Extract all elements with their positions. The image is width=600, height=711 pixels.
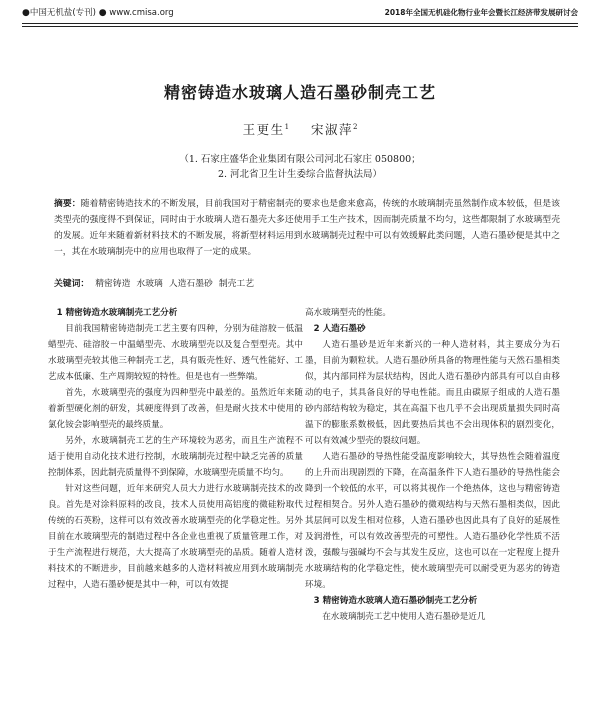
left-column: [48, 305, 303, 593]
body-paragraph: 在水玻璃制壳工艺中使用人造石墨砂是近几: [322, 612, 486, 622]
journal-website: www.cmisa.org: [109, 8, 174, 18]
journal-name: 中国无机盐(专刊): [29, 8, 96, 18]
bullet-icon: ●: [22, 8, 30, 18]
right-column: [305, 305, 560, 625]
header-rule-thick: [22, 23, 578, 24]
abstract-label: 摘要：: [54, 199, 81, 209]
body-paragraph: 首先，水玻璃型壳的强度为四种型壳中最差的。虽然近年来随着新型硬化剂的研发，其硬度得到了改善，但是耐火技术中使用的氯化铵会影响型壳的最终质量。: [48, 388, 303, 430]
conference-name: 2018年全国无机硅化物行业年会暨长江经济带发展研讨会: [384, 8, 578, 17]
author-name: 宋淑萍: [310, 122, 353, 137]
body-paragraph: 人造石墨砂的导热性能受温度影响较大，其导热性会随着温度的上升而出现剧烈的下降，在高温条件下人造石墨砂的导热性能会降到一个较低的水平，可以将其视作一个绝热体，这也与精密铸造过程相契合。另外人造石墨砂的微观结构与天然石墨相类似，因此其层间可以发生相对位移，人造石墨砂也因此具有了良好的延展性及润滑性，可以有效改善型壳的可塑性。人造石墨砂化学性质不活泼，强酸与强碱均不会与其发生反应，这也可以在一定程度上提升水玻璃结构的化学稳定性，使水玻璃型壳可以耐受更为恶劣的铸造环境。: [305, 452, 560, 590]
journal-info: [22, 6, 174, 20]
affiliation-2: 2. 河北省卫生计生委综合监督执法局）: [217, 169, 383, 180]
section-heading: 1 精密铸造水玻璃制壳工艺分析: [56, 308, 178, 318]
body-paragraph: 针对这些问题，近年来研究人员大力进行水玻璃制壳技术的改良。首先是对涂料原料的改良，技术人员使用高铝度的微硅粉取代传统的石英粉，这样可以有效改善水玻璃型壳的化学稳定性。另外目前在水玻璃型壳的制造过程中各企业也重视了质量管理工作，对于生产流程进行规范，大大提高了水玻璃型壳的品质。随着人造材料技术的不断进步，目前越来越多的人造材料被应用到水玻璃制壳过程中，人造石墨砂便是其中一种，可以有效提: [48, 484, 303, 590]
abstract-text: 随着精密铸造技术的不断发展，目前我国对于精密制壳的要求也是愈来愈高，传统的水玻璃制壳虽然制作成本较低，但是该类型壳的强度得不到保证，同时由于水玻璃人造石墨壳大多还使用手工生产技术，因而制壳质量不均匀，这些都限制了水玻璃型壳的发展。近年来随着新材料技术的不断发展，将新型材料运用到水玻璃制壳过程中可以有效缓解此类问题，人造石墨砂便是其中之一，其在水玻璃制壳中的应用也取得了一定的成果。: [54, 199, 560, 257]
body-paragraph: 人造石墨砂是近年来新兴的一种人造材料，其主要成分为石墨，目前为颗粒状。人造石墨砂所具备的物理性能与天然石墨相类似，其内部同样为层状结构，因此人造石墨砂内部具有可以自由移动的电子，其具备良好的导电性能。而且由碳原子组成的人造石墨砂内部结构较为稳定，其在高温下也几乎不会出现质量损失同时高温下的膨胀系数极低，因此要热后其也不会出现体积的剧烈变化，可以有效减少型壳的裂纹问题。: [305, 340, 560, 446]
section-heading: 3 精密铸造水玻璃人造石墨砂制壳工艺分析: [313, 596, 478, 606]
article-title: 精密铸造水玻璃人造石墨砂制壳工艺: [163, 83, 436, 102]
author-affiliation-mark: 2: [352, 122, 358, 131]
body-paragraph: 高水玻璃型壳的性能。: [305, 308, 391, 318]
affiliation-1: （1. 石家庄盛华企业集团有限公司河北石家庄 050800；: [179, 154, 421, 165]
author-line: [0, 120, 600, 138]
keywords: [54, 276, 560, 292]
keyword: 水玻璃: [136, 279, 163, 289]
body-paragraph: 另外，水玻璃制壳工艺的生产环境较为恶劣，而且生产流程不适于使用自动化技术进行控制，水玻璃制壳过程中缺乏完善的质量控制体系，因此制壳质量得不到保障，水玻璃型壳质量不均匀。: [48, 436, 303, 478]
header-rule-thin: [22, 26, 578, 27]
keywords-label: 关键词：: [54, 279, 90, 289]
abstract: [54, 196, 560, 260]
keyword: 精密铸造: [95, 279, 131, 289]
author-affiliation-mark: 1: [284, 122, 290, 131]
keyword: 人造石墨砂: [168, 279, 213, 289]
section-heading: 2 人造石墨砂: [313, 324, 366, 334]
body-paragraph: 目前我国精密铸造制壳工艺主要有四种，分别为硅溶胶－低温蜡型壳、硅溶胶－中温蜡型壳、水玻璃型壳以及复合型型壳。其中水玻璃型壳较其他三种制壳工艺，具有販壳性好、透气性能好、工艺成本低廉、生产周期较短的特性。但是也有一些弊端。: [48, 324, 303, 382]
keyword: 制壳工艺: [218, 279, 255, 289]
running-header: [22, 6, 578, 20]
bullet-icon: ●: [98, 8, 107, 18]
author-name: 王更生: [242, 122, 285, 137]
